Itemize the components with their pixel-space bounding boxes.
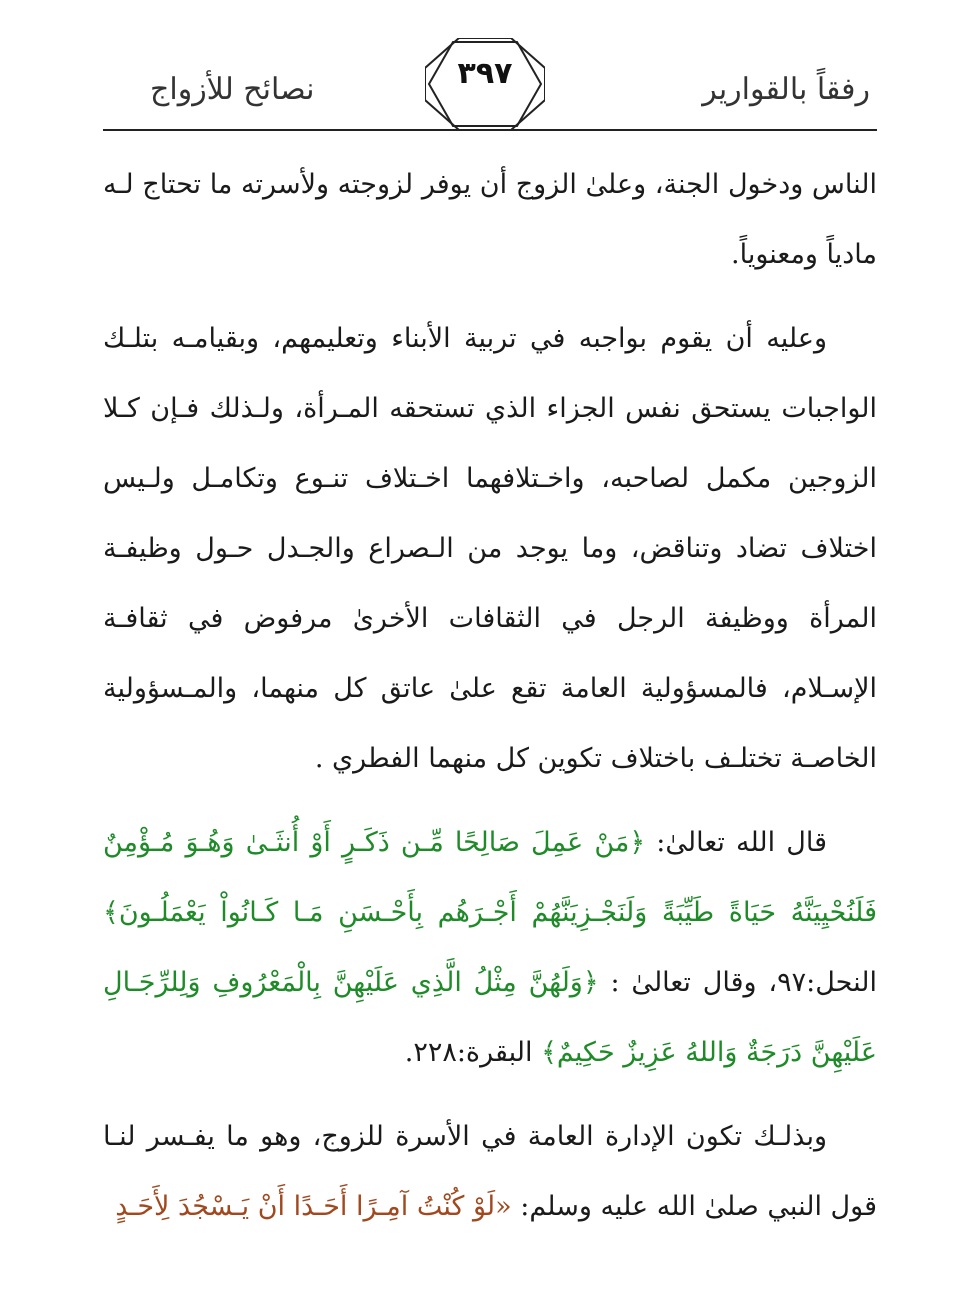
- body-text: قال الله تعالىٰ:: [645, 827, 828, 858]
- body-text: وبذلـك تكون الإدارة العامة في الأسرة للزوج، وهو ما يفـسر لنـا قول النبي صلىٰ الله عليه وسلم:: [103, 1121, 877, 1222]
- paragraph: [103, 304, 877, 794]
- paragraph: [103, 150, 877, 290]
- quran-verse: ﴿وَلَهُنَّ مِثْلُ الَّذِي عَلَيْهِنَّ بِالْمَعْرُوفِ وَلِلرِّجَـالِ عَلَيْهِنَّ دَرَجَةٌ وَاللهُ عَزِيزٌ حَكِيمٌ﴾: [103, 967, 877, 1068]
- quran-verse: ﴿مَنْ عَمِلَ صَالِحًا مِّـن ذَكَـرٍ أَوْ أُنثَـىٰ وَهُـوَ مُـؤْمِنٌ فَلَنُحْيِيَنَّهُ حَيَاةً طَيِّبَةً وَلَنَجْـزِيَنَّهُمْ أَجْـرَهُم بِأَحْـسَنِ مَـا كَـانُواْ يَعْمَلُـونَ﴾: [103, 827, 877, 928]
- body-text: وعليه أن يقوم بواجبه في تربية الأبناء وتعليمهم، وبقيامـه بتلـك الواجبات يستحق نفس الجزاء الذي تستحقه المـرأة، ولـذلك فـإن كـلا الزوجين مكمل لصاحبه، واخـتلافهما اخـتلاف تنـوع وتكامـل ولـيس اختلاف تضاد وتناقض، وما يوجد من الـصراع والجـدل حـول وظيفـة المرأة ووظيفة الرجل في الثقافات الأخرىٰ مرفوض في ثقافـة الإسـلام، فالمسؤولية العامة تقع علىٰ عاتق كل منهما، والمـسؤولية الخاصـة تختلـف باختلاف تكوين كل منهما الفطري .: [103, 323, 877, 774]
- paragraph: [103, 1102, 877, 1242]
- page-body: [103, 150, 877, 1242]
- body-text: النحل:٩٧، وقال تعالىٰ :: [598, 967, 877, 998]
- body-text: البقرة:٢٢٨.: [404, 1037, 542, 1068]
- page-header: [0, 0, 980, 135]
- paragraph: [103, 808, 877, 1088]
- hadith-quote: «لَوْ كُنْتُ آمِـرًا أَحَـدًا أَنْ يَـسْجُدَ لِأَحَـدٍ: [115, 1191, 512, 1222]
- header-divider: [103, 129, 877, 131]
- book-title: رفقاً بالقوارير: [702, 72, 870, 107]
- page-number-badge: [425, 38, 545, 130]
- chapter-title: نصائح للأزواج: [150, 72, 315, 107]
- page-number: ٣٩٧: [457, 56, 513, 91]
- body-text: الناس ودخول الجنة، وعلىٰ الزوج أن يوفر لزوجته ولأسرته ما تحتاج لـه مادياً ومعنوياً.: [103, 169, 877, 270]
